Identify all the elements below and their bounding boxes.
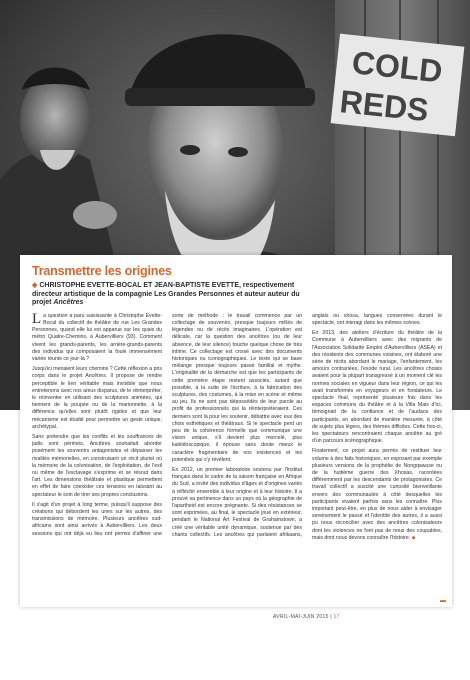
end-mark-icon: ◆ [411, 534, 416, 541]
byline-authors: CHRISTOPHE EVETTE-BOCAL ET JEAN-BAPTISTE EVETTE [39, 282, 239, 289]
paragraph-1: La question a paru saisissante à Christophe Evette-Bocal du collectif de théâtre de rue Les Grandes Personnes, quand elle lui est apparue sur les quais du métro Quatre-Chemins, à Aubervilliers (93). Comment vivent les grands-parents, les arrière-grands-parents des individus qui composaient la foule immensément variée réunie ce jour-là ? [32, 310, 162, 362]
article-box [20, 255, 452, 607]
article-body [32, 310, 442, 609]
byline-role: , respectivement directeur artistique de la compagnie Les Grandes Personnes et auteur auteur du projet [32, 282, 300, 307]
paragraph-7-text: Finalement, ce projet aura permis de restituer leur volume à des faits historiques, en exposant par exemple plusieurs versions de la prophétie de Nongqawuse ou de la huitième guerre des Xhosas, racontées différemment par les descendants de protagonistes. Ce travail collectif a suscité une curiosité bienveillante envers des communautés à côté desquelles les participants vivaient parfois sans les connaître. Plus important peut-être, en plus de nous aider à envisager sereinement le passé et l'identité des autres, il a aussi pu nous réconcilier avec des ancêtres colonisateurs dont les violences ne font pas de nous des coupables, mais dont nous devons connaître l'histoire. [312, 448, 442, 541]
paragraph-2: Jusqu'ici menaient leurs chemins ? Cette réflexion a pris corps dans le projet Ancêtres. Il propose de rendre perceptible le lien véritable mais invisible que nous entretenons avec nos aïeux disparus, de le réinterpréter, le réinventer en utilisant des sculptures animées, qui tiennent de la poupée ou de la marionnette, à la différence qu'elles sont plutôt rigides et que leur mécanisme est étudié pour permettre un geste unique, archétypal. [32, 366, 162, 430]
paragraph-4: Il s'agit d'un projet à long terme, puisqu'il suppose des créations qui débordent les unes sur les autres, des transmissions de mémoire. Plusieurs ancêtres sud-africains sont ainsi arrivés à Aubervilliers. Les deux sessions qui ont déjà eu lieu ont permis d'affiner une sorte de méthode : le travail commence par un collectage de souvenirs, presque toujours mêlés de légendes ou de récits imaginaires. L'opération est délicate, car la question des ancêtres (ou de leur absence, de leur silence) touche quelque chose de très intime. Ce collectage est croisé avec des documents historiques ou iconographiques. Le texte qui se base mélange presque toujours passé familial et mythe. L'originalité de la démarche est que les participants de cette première étape restent associés, autant que possible, à la suite de l'écriture, à la fabrication des sculptures, des costumes, à la mise en scène et même au jeu. Ils ne sont pas dépossédés de leur parole au profit de professionnels qui la réinterpréteraient. Ces derniers sont là pour les soutenir, débattre avec eux des choix esthétiques et théâtraux. Si le spectacle perd un peu de la cohérence formelle que communique une vision unique, s'il devient plus morcelé, plus kaléidoscopique, il épouse sans doute mieux le caractère fragmentaire de nos existences et les potentiels qui s'y révèlent. [32, 312, 302, 537]
issue-date: AVRIL-MAI-JUIN 2015 | [273, 614, 334, 620]
paragraph-5: En 2012, un premier laboratoire soutenu par l'Institut français dans le cadre de la saison française en Afrique du Sud, a invité des individus d'âges et d'origines variés à réfléchir ensemble à leur origine et à leur histoire. Il a prouvé sa pertinence dans un pays où la géographie de l'apartheid est encore prégnante. Si des résistances se sont exprimées, au final, le spectacle joué en extérieur, pendant le National Art Festival de Grahamstown, a créé une véritable unité dynamique, soutenue par des chants collectifs. Les ancêtres qui parlaient afrikaans, anglais ou xhosa, langues conservées durant le spectacle, ont interagi dans les mêmes scènes. [172, 312, 442, 538]
page-footer [273, 614, 340, 620]
sign-line-2: REDS [338, 83, 431, 129]
article-byline [32, 282, 302, 308]
sign-line-1: COLD [350, 44, 445, 90]
article-title: Transmettre les origines [32, 264, 172, 278]
corner-mark-icon: ▬ [440, 598, 446, 604]
page-number: 17 [333, 614, 340, 620]
byline-diamond-icon: ◆ [32, 282, 38, 289]
paragraph-6: En 2013, des ateliers d'écriture du théâtre de la Commune à Aubervilliers avec des migrants de l'Association Solidarité Emploi d'Aubervilliers (ASEA) et des résidents des communes voisines, ont élaboré une série de récits abordant le mariage, l'enfantement, les amours contrariées, l'exode rural. Les ancêtres choisis avaient pour la plupart transgressé à un moment clé les normes sociales en vigueur dans leur région, ce qui les avait transformés en voyageurs et en fondateurs. Le spectacle final, représenté plusieurs fois dans les espaces communs du théâtre et à la Villa Mais d'Ici, témoignait de la confiance et de l'audace des participants, en abordant de manière mesurée, à côté de sujets plus légers, des thèmes difficiles. Cette fois-ci, les spectateurs rencontraient chaque ancêtre au gré d'un parcours scénographique. [312, 330, 442, 445]
paragraph-3: Sans prétendre que les conflits et les souffrances de jadis sont périmés, Ancêtres souhaitait aborder posément les souvenirs antagonistes et dépasser les rivalités mémorielles, en construisant un récit pluriel où la mémoire de la colonisation, de l'exploitation, de l'exil ou même de l'esclavage s'exprime et se résout dans l'art. Les dimensions théâtrale et plastique permettent en effet de faire coexister ces tensions en laissant au spectateur le soin de tirer ses propres conclusions. [32, 434, 162, 498]
paragraph-7 [312, 448, 442, 542]
cold-reds-sign [331, 34, 465, 137]
byline-project: Ancêtres [53, 299, 84, 307]
